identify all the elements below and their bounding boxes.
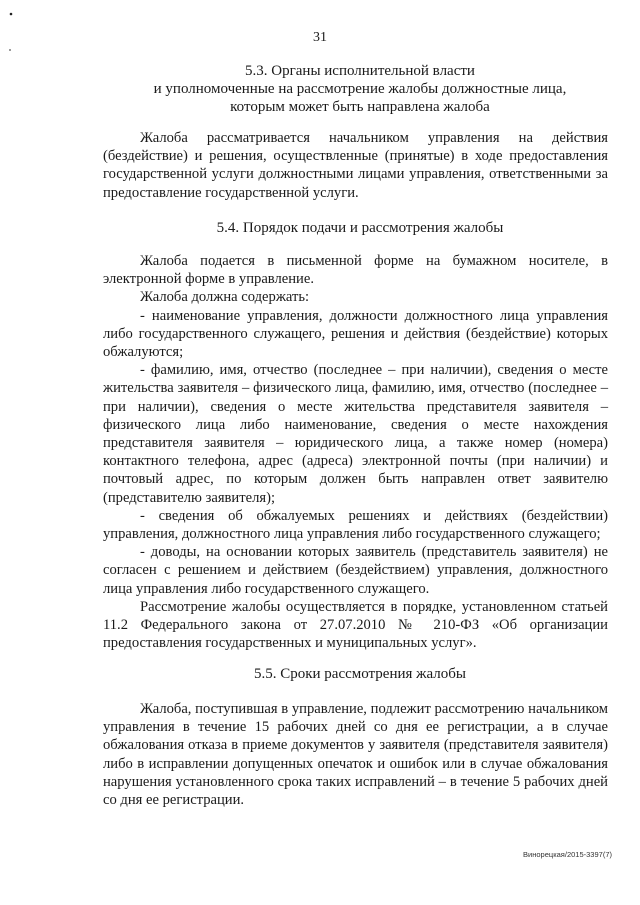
heading-line: которым может быть направлена жалоба [230, 99, 490, 115]
section-5-3-body [103, 129, 608, 202]
heading-line: и уполномоченные на рассмотрение жалобы должностные лица, [153, 81, 567, 97]
section-5-4-heading: 5.4. Порядок подачи и рассмотрения жалобы [216, 220, 504, 236]
paragraph: Жалоба должна содержать: [140, 289, 310, 306]
paragraph: Жалоба, поступившая в управление, подлежит рассмотрению начальником управления в течение 15 рабочих дней со дня ее регистрации, а в случае обжалования отказа в приеме документов у заявителя (представителя заявителя) либо в исправлении допущенных опечаток и ошибок или в случае обжалования нарушения установленного срока таких исправлений – в течение 5 рабочих дней со дня ее регистрации. [103, 701, 608, 809]
section-5-5-body [103, 700, 608, 809]
section-5-5-heading: 5.5. Сроки рассмотрения жалобы [253, 666, 467, 682]
paragraph: Жалоба рассматривается начальником управления на действия (бездействие) и решения, осуществленные (принятые) в ходе предоставления государственной услуги должностными лицами управления, ответственными за предоставление государственной услуги. [103, 130, 608, 201]
list-item: - доводы, на основании которых заявитель (представитель заявителя) не согласен с решением и действием (бездействием) управления, должностного лица управления либо государственного служащего. [103, 544, 608, 597]
document-code: Винорецкая/2015-3397(7) [523, 850, 612, 859]
list-item: - сведения об обжалуемых решениях и действиях (бездействии) управления, должностного лица управления либо государственного служащего; [103, 507, 608, 543]
list-item: - наименование управления, должности должностного лица управления либо государственного служащего, решения и действия (бездействие) которых обжалуются; [103, 307, 608, 361]
paragraph: Рассмотрение жалобы осуществляется в порядке, установленном статьей 11.2 Федерального закона от 27.07.2010 № 210-ФЗ «Об организации предоставления государственных и муниципальных услуг». [103, 598, 608, 652]
section-5-4-body [103, 252, 608, 652]
heading-line: 5.3. Органы исполнительной власти [245, 63, 475, 79]
page-number: 31 [313, 30, 327, 45]
list-item: - фамилию, имя, отчество (последнее – при наличии), сведения о месте жительства заявителя – физического лица, фамилию, имя, отчество (последнее – при наличии), сведения о месте жительства представителя заявителя – физического лица либо наименование, сведения о месте нахождения представителя заявителя – юридического лица, а также номер (номера) контактного телефона, адрес (адреса) электронной почты (при наличии) и почтовый адрес, по которым должен быть направлен ответ заявителю (представителю заявителя); [103, 362, 608, 506]
scan-speck [10, 13, 13, 16]
scan-speck [9, 49, 11, 51]
paragraph: Жалоба подается в письменной форме на бумажном носителе, в электронной форме в управление. [103, 253, 608, 288]
section-5-3-heading [100, 62, 620, 116]
